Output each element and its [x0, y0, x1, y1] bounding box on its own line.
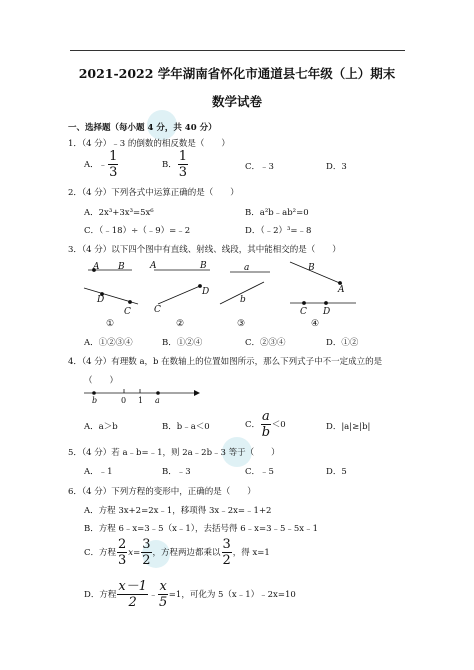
q4-option-a: A．a＞b: [84, 422, 118, 432]
label-b: b: [92, 396, 98, 405]
fig3-label-b: b: [240, 295, 246, 305]
q4-number-line: [82, 386, 202, 408]
q4-option-d: D．|a|≥|b|: [326, 422, 371, 432]
q4-option-b: B．b﹣a＜0: [162, 422, 210, 432]
question-4-stem: 4．（4 分）有理数 a，b 在数轴上的位置如图所示，那么下列式子中不一定成立的是: [68, 357, 383, 367]
fig1-label-d: D: [97, 295, 105, 305]
q2-option-d: D．（﹣2）³=﹣8: [245, 226, 312, 236]
q1-option-c: C．﹣3: [245, 162, 274, 172]
question-6-stem: 6．（4 分）下列方程的变形中，正确的是（ ）: [68, 487, 256, 497]
fig3-label-a: a: [244, 263, 250, 273]
question-5-stem: 5．（4 分）若 a﹣b=﹣1，则 2a﹣2b﹣3 等于（ ）: [68, 448, 280, 458]
point-b: [93, 392, 96, 395]
question-2-stem: 2．（4 分）下列各式中运算正确的是（ ）: [68, 188, 239, 198]
q2-option-a: A．2x³+3x³=5x⁶: [84, 208, 154, 218]
q6-option-b: B．方程 6﹣x=3﹣5（x﹣1），去括号得 6﹣x=3﹣5﹣5x﹣1: [84, 524, 318, 534]
fig4-label-d: D: [323, 307, 331, 317]
fig1-label-a: A: [93, 262, 100, 272]
question-3-stem: 3．（4 分）以下四个图中有直线、射线、线段，其中能相交的是（ ）: [68, 245, 341, 255]
fig-label-2: ②: [176, 319, 185, 329]
q2-option-c: C．（﹣18）÷（﹣9）=﹣2: [84, 226, 191, 236]
label-a: a: [155, 396, 160, 405]
number-line-arrow: [194, 390, 200, 396]
fig2-label-a: A: [150, 261, 157, 271]
q3-option-d: D．①②: [326, 338, 359, 348]
q1-option-d: D．3: [326, 162, 347, 172]
point-a: [157, 392, 160, 395]
fig2-label-b: B: [200, 261, 207, 271]
fig1-label-b: B: [118, 262, 125, 272]
fig1-point-c: [129, 301, 132, 304]
fig4-label-a: A: [338, 285, 345, 295]
fig-label-4: ④: [311, 319, 320, 329]
q5-option-a: A．﹣1: [84, 467, 113, 477]
q6-option-a: A．方程 3x+2=2x﹣1，移项得 3x﹣2x=﹣1+2: [84, 506, 272, 516]
fig4-label-b: B: [308, 263, 315, 273]
q1-option-b: B． $\frac{1}{3}$: [162, 149, 188, 180]
fig4-point-d: [325, 302, 328, 305]
fig-label-1: ①: [106, 319, 115, 329]
q3-option-a: A．①②③④: [84, 338, 133, 348]
doc-title-line2: 数学试卷: [211, 94, 262, 109]
section-heading: 一、选择题（每小题 4 分，共 40 分）: [68, 123, 217, 133]
doc-title-line1: 2021-2022 学年湖南省怀化市通道县七年级（上）期末: [78, 66, 396, 81]
fig1-label-c: C: [124, 307, 131, 317]
label-one: 1: [138, 396, 144, 405]
q1-option-a: A．﹣ $\frac{1}{3}$: [84, 149, 118, 180]
fig4-ray-ba: [290, 262, 342, 284]
q5-option-b: B．﹣3: [162, 467, 191, 477]
q5-option-c: C．﹣5: [245, 467, 274, 477]
q6-option-c: C．方程 $\frac{2}{3}$ x= $\frac{3}{2}$ ，方程两边都乘以 $\frac{3}{2}$ ，得 x=1: [84, 537, 270, 568]
fig2-label-d: D: [202, 287, 210, 297]
fig2-line-cd: [158, 286, 200, 304]
fig2-label-c: C: [154, 305, 161, 315]
q6-option-d: D．方程 $\frac{x-1}{2}$ ﹣ $\frac{x}{5}$ =1，可化为 5（x﹣1）﹣2x=10: [84, 579, 296, 610]
label-zero: 0: [121, 396, 127, 405]
fig-label-3: ③: [237, 319, 246, 329]
q2-option-b: B．a²b﹣ab²=0: [245, 208, 309, 218]
q4-option-c: C． $\frac{a}{b}$ ＜0: [245, 409, 286, 440]
question-1-stem: 1．（4 分）﹣3 的倒数的相反数是（ ）: [68, 139, 230, 149]
q3-option-c: C．②③④: [245, 338, 286, 348]
q3-figures: [80, 256, 380, 330]
q5-option-d: D．5: [326, 467, 347, 477]
q3-option-b: B．①②④: [162, 338, 203, 348]
fig4-point-c: [303, 302, 306, 305]
question-4-stem-cont: （ ）: [84, 376, 119, 386]
header-rule: [70, 50, 405, 51]
fig4-label-c: C: [300, 307, 307, 317]
